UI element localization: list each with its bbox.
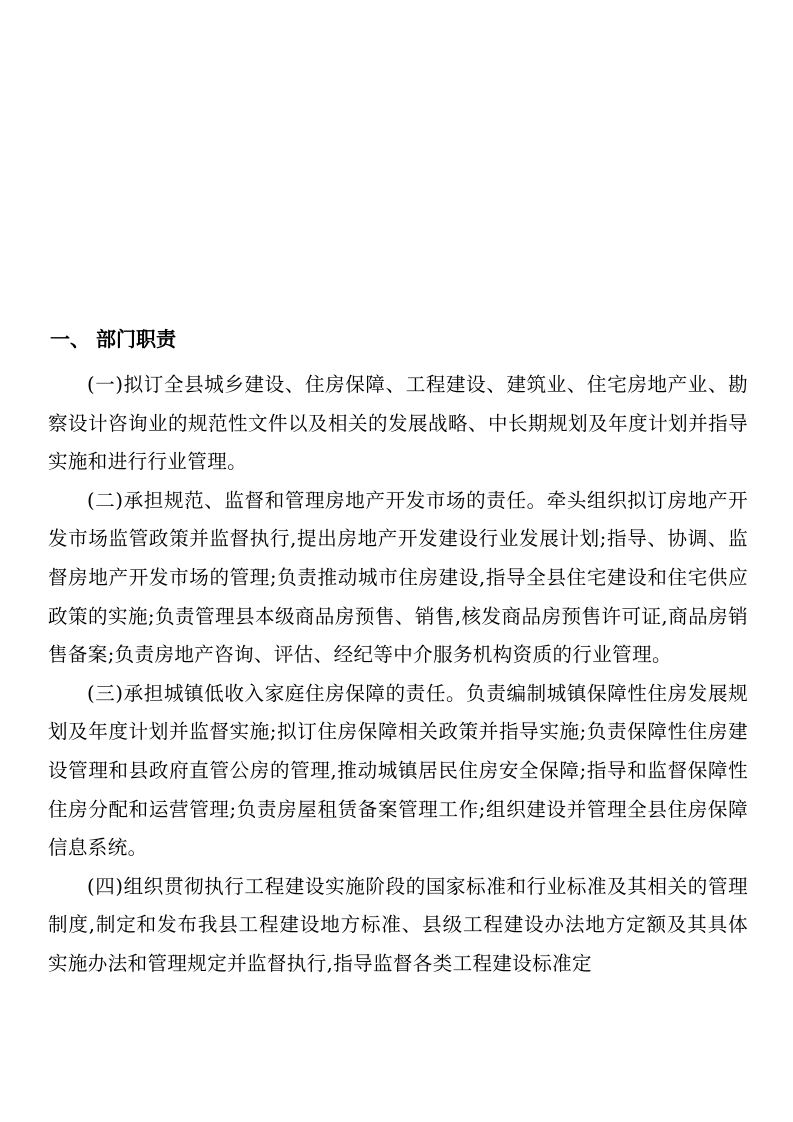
section-number: 一、 <box>50 327 90 351</box>
body-text <box>48 366 748 984</box>
paragraph-1: (一)拟订全县城乡建设、住房保障、工程建设、建筑业、住宅房地产业、勘察设计咨询业的规范性文件以及相关的发展战略、中长期规划及年度计划并指导实施和进行行业管理。 <box>48 373 748 474</box>
section-heading <box>50 324 176 354</box>
paragraph-2: (二)承担规范、监督和管理房地产开发市场的责任。牵头组织拟订房地产开发市场监管政策并监督执行,提出房地产开发建设行业发展计划;指导、协调、监督房地产开发市场的管理;负责推动城市住房建设,指导全县住宅建设和住宅供应政策的实施;负责管理县本级商品房预售、销售,核发商品房预售许可证,商品房销售备案;负责房地产咨询、评估、经纪等中介服务机构资质的行业管理。 <box>48 488 748 667</box>
section-title: 部门职责 <box>96 327 176 351</box>
paragraph-3: (三)承担城镇低收入家庭住房保障的责任。负责编制城镇保障性住房发展规划及年度计划并监督实施;拟订住房保障相关政策并指导实施;负责保障性住房建设管理和县政府直管公房的管理,推动城镇居民住房安全保障;指导和监督保障性住房分配和运营管理;负责房屋租赁备案管理工作;组织建设并管理全县住房保障信息系统。 <box>48 681 748 860</box>
paragraph-4: (四)组织贯彻执行工程建设实施阶段的国家标准和行业标准及其相关的管理制度,制定和发布我县工程建设地方标准、县级工程建设办法地方定额及其具体实施办法和管理规定并监督执行,指导监督各类工程建设标准定 <box>48 874 748 975</box>
